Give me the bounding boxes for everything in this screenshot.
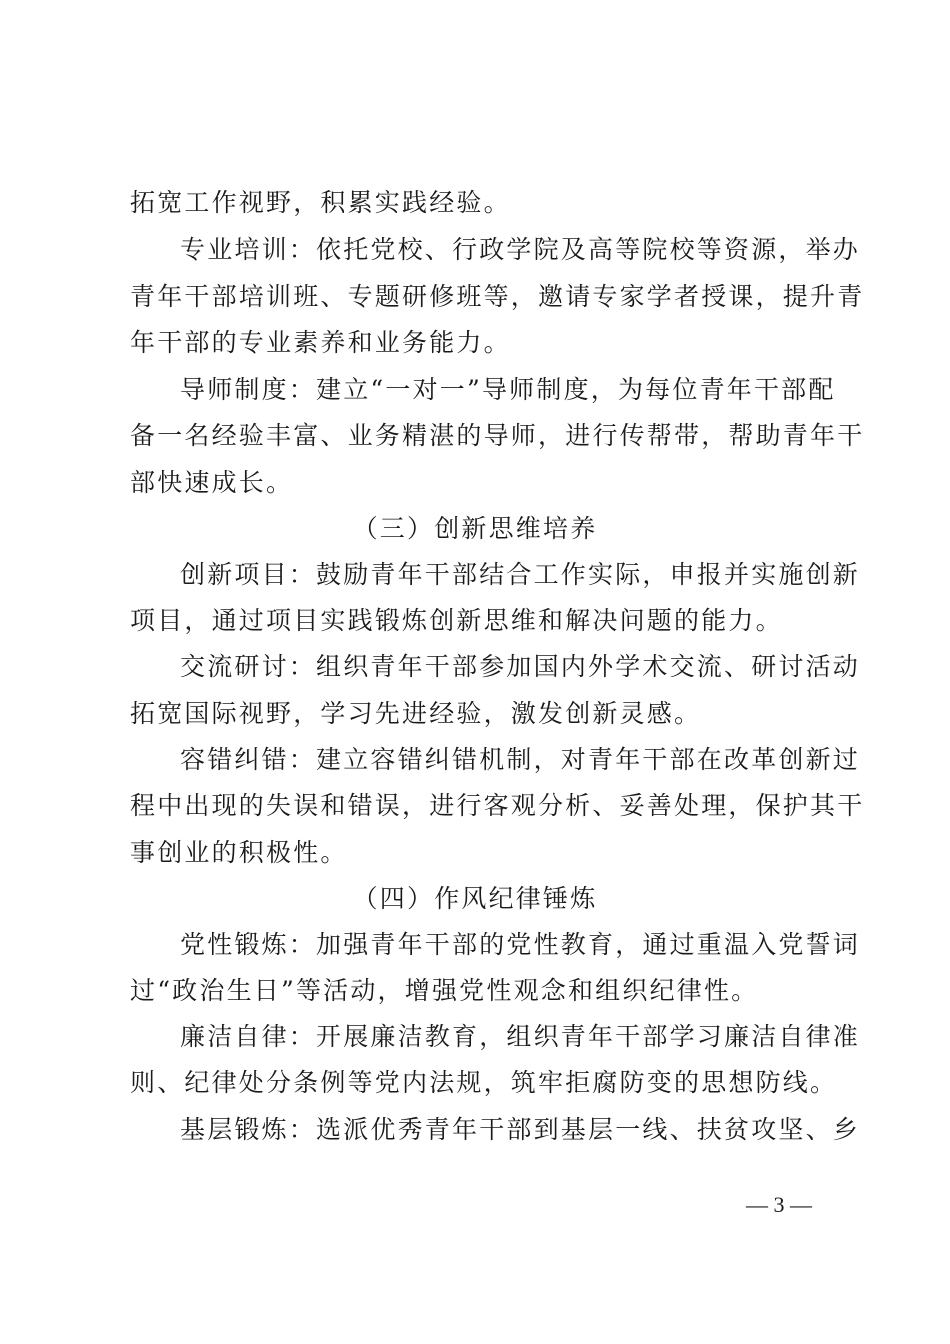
text-line: 拓宽国际视野，学习先进经验，激发创新灵感。 xyxy=(130,699,702,728)
paragraph-first-line: 创新项目：鼓励青年干部结合工作实际，申报并实施创新 xyxy=(180,560,861,589)
paragraph-first-line: 专业培训：依托党校、行政学院及高等院校等资源，举办 xyxy=(180,235,861,264)
section-heading: （四）作风纪律锤炼 xyxy=(352,884,598,913)
text-line: 部快速成长。 xyxy=(130,468,294,497)
text-line: 事创业的积极性。 xyxy=(130,838,348,867)
text-line: 程中出现的失误和错误，进行客观分析、妥善处理，保护其干 xyxy=(130,791,865,820)
section-heading: （三）创新思维培养 xyxy=(352,514,598,543)
paragraph-first-line: 党性锻炼：加强青年干部的党性教育，通过重温入党誓词 xyxy=(180,930,861,959)
paragraph-first-line: 基层锻炼：选派优秀青年干部到基层一线、扶贫攻坚、乡 xyxy=(180,1115,861,1144)
page-number: — 3 — xyxy=(746,1192,812,1217)
text-line: 过“政治生日”等活动，增强党性观念和组织纪律性。 xyxy=(130,976,759,1005)
text-line: 备一名经验丰富、业务精湛的导师，进行传帮带，帮助青年干 xyxy=(130,421,865,450)
text-line: 青年干部培训班、专题研修班等，邀请专家学者授课，提升青 xyxy=(130,282,865,311)
paragraph-first-line: 导师制度：建立“一对一”导师制度，为每位青年干部配 xyxy=(180,375,836,404)
paragraph-first-line: 容错纠错：建立容错纠错机制，对青年干部在改革创新过 xyxy=(180,745,861,774)
text-line: 年干部的专业素养和业务能力。 xyxy=(130,328,511,357)
paragraph-first-line: 廉洁自律：开展廉洁教育，组织青年干部学习廉洁自律准 xyxy=(180,1022,861,1051)
paragraph-first-line: 交流研讨：组织青年干部参加国内外学术交流、研讨活动 xyxy=(180,652,861,681)
text-line: 项目，通过项目实践锻炼创新思维和解决问题的能力。 xyxy=(130,606,783,635)
text-line: 则、纪律处分条例等党内法规，筑牢拒腐防变的思想防线。 xyxy=(130,1068,838,1097)
text-line: 拓宽工作视野，积累实践经验。 xyxy=(130,188,511,217)
